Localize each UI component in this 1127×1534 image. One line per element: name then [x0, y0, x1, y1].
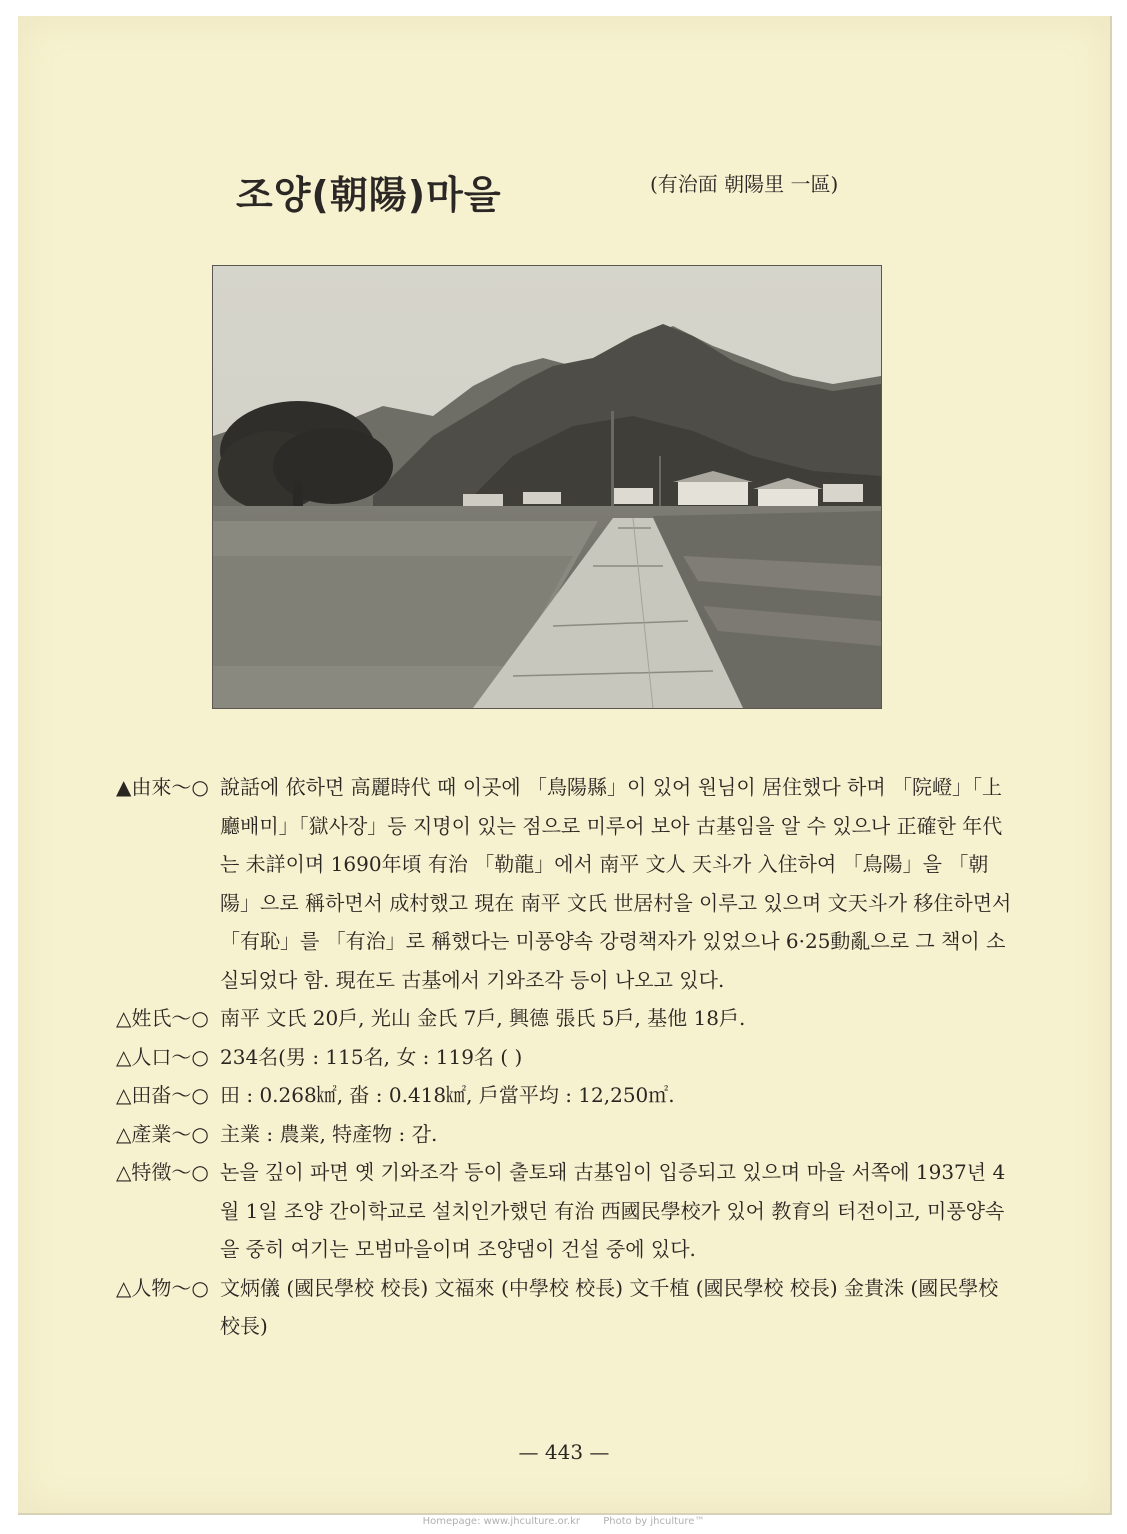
- entry-surnames: [116, 999, 1016, 1038]
- entry-population: [116, 1038, 1016, 1077]
- entry-farmland-heading: △田畓〜○: [116, 1083, 209, 1107]
- entry-industry: [116, 1115, 1016, 1154]
- entry-surnames-text: 南平 文氏 20戶, 光山 金氏 7戶, 興德 張氏 5戶, 基他 18戶.: [220, 1006, 746, 1030]
- entry-population-text: 234名(男 : 115名, 女 : 119名 ( ): [220, 1044, 523, 1069]
- entry-industry-heading: △產業〜○: [116, 1121, 209, 1146]
- page-title: 조양(朝陽)마을: [236, 173, 502, 217]
- entry-features-text: 논을 깊이 파면 옛 기와조각 등이 출토돼 古基임이 입증되고 있으며 마을 서쪽에 1937년 4월 1일 조양 간이학교로 설치인가했던 有治 西國民學校가 있어 教育의 터전이고, 미풍양속을 중히 여기는 모범마을이며 조양댐이 건설 중에 있다.: [220, 1160, 1006, 1261]
- page-subtitle: (有治面 朝陽里 一區): [650, 172, 839, 196]
- footer-photo-credit: Photo by jhculture™: [603, 1516, 705, 1527]
- entry-features: [116, 1153, 1016, 1269]
- article-body: [116, 768, 1016, 1346]
- document-page: [18, 16, 1112, 1515]
- entry-origin-text: 說話에 依하면 高麗時代 때 이곳에 「鳥陽縣」이 있어 원님이 居住했다 하며 「院嶝」「上廳배미」「獄사장」등 지명이 있는 점으로 미루어 보아 古基임을 알 수 있으나 正確한 年代는 未詳이며 1690年頃 有治 「勒龍」에서 南平 文人 天斗가 入住하여 「鳥陽」을 「朝陽」으로 稱하면서 成村했고 現在 南平 文氏 世居村을 이루고 있으며 文天斗가 移住하면서 「有恥」를 「有治」로 稱했다는 미풍양속 강령책자가 있었으나 6·25動亂으로 그 책이 소실되었다 함. 現在도 古基에서 기와조각 등이 나오고 있다.: [220, 775, 1012, 992]
- entry-origin-heading: ▲由來〜○: [116, 775, 209, 799]
- entry-origin: [116, 768, 1016, 999]
- entry-people: [116, 1269, 1016, 1346]
- entry-surnames-heading: △姓氏〜○: [116, 1006, 209, 1030]
- entry-population-heading: △人口〜○: [116, 1044, 209, 1069]
- page-number: — 443 —: [518, 1440, 610, 1464]
- footer-homepage-link[interactable]: Homepage: www.jhculture.or.kr: [422, 1516, 581, 1527]
- entry-people-text: 文炳儀 (國民學校 校長) 文福來 (中學校 校長) 文千植 (國民學校 校長) 金貴洙 (國民學校 校長): [220, 1275, 999, 1338]
- village-landscape-image: [213, 266, 881, 708]
- entry-farmland: [116, 1076, 1016, 1115]
- entry-farmland-text: 田 : 0.268㎢, 畓 : 0.418㎢, 戶當平均 : 12,250㎡.: [220, 1083, 675, 1107]
- entry-industry-text: 主業 : 農業, 特產物 : 감.: [220, 1121, 438, 1146]
- village-photo: [212, 265, 882, 709]
- entry-features-heading: △特徵〜○: [116, 1160, 209, 1184]
- footer: [0, 1516, 1127, 1527]
- entry-people-heading: △人物〜○: [116, 1275, 209, 1300]
